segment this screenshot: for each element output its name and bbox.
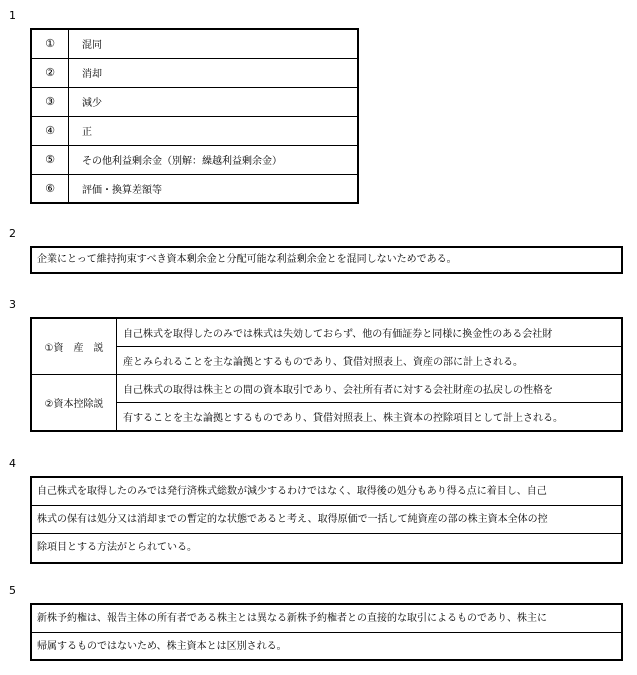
table-row	[31, 174, 358, 203]
answer-mark: ④	[31, 116, 69, 145]
answer-mark: ⑥	[31, 174, 69, 203]
answer-text: 消却	[69, 58, 359, 87]
answer-line: 株式の保有は処分又は消却までの暫定的な状態であると考え、取得原価で一括して純資産の部の株主資本全体の控	[32, 506, 621, 534]
theory-label: ①資 産 説	[31, 318, 117, 375]
answer-table-3	[30, 317, 623, 432]
answer-text: 混同	[69, 29, 359, 58]
theory-label: ②資本控除説	[31, 375, 117, 432]
table-row	[31, 318, 622, 347]
answer-mark: ②	[31, 58, 69, 87]
answer-box-2	[30, 246, 623, 274]
theory-line: 産とみられることを主な論拠とするものであり、貸借対照表上、資産の部に計上される。	[117, 347, 623, 375]
answer-mark: ③	[31, 87, 69, 116]
theory-line: 有することを主な論拠とするものであり、貸借対照表上、株主資本の控除項目として計上される。	[117, 403, 623, 432]
theory-line: 自己株式を取得したのみでは株式は失効しておらず、他の有価証券と同様に換金性のある会社財	[117, 318, 623, 347]
question-number-5: 5	[9, 584, 16, 597]
answer-line: 企業にとって維持拘束すべき資本剰余金と分配可能な利益剰余金とを混同しないためである。	[37, 254, 457, 265]
table-row	[31, 29, 358, 58]
answer-text: 正	[69, 116, 359, 145]
question-number-3: 3	[9, 298, 16, 311]
answer-line: 帰属するものではないため、株主資本とは区別される。	[37, 641, 287, 652]
answer-box-4	[30, 476, 623, 564]
theory-line: 自己株式の取得は株主との間の資本取引であり、会社所有者に対する会社財産の払戻しの性格を	[117, 375, 623, 403]
answer-line: 自己株式を取得したのみでは発行済株式総数が減少するわけではなく、取得後の処分もあり得る点に着目し、自己	[32, 478, 621, 506]
question-number-1: 1	[9, 9, 16, 22]
answer-line: 新株予約権は、報告主体の所有者である株主とは異なる新株予約権者との直接的な取引によるものであり、株主に	[32, 605, 621, 633]
table-row	[31, 375, 622, 403]
table-row	[31, 116, 358, 145]
question-number-2: 2	[9, 227, 16, 240]
answer-text: 評価・換算差額等	[82, 184, 162, 196]
answer-text: 減少	[69, 87, 359, 116]
answer-mark: ①	[31, 29, 69, 58]
question-number-4: 4	[9, 457, 16, 470]
table-row	[31, 145, 358, 174]
table-row	[31, 347, 622, 375]
answer-box-5	[30, 603, 623, 661]
table-row	[31, 58, 358, 87]
answer-text: その他利益剰余金（別解：繰越利益剰余金）	[69, 145, 359, 174]
answer-line: 除項目とする方法がとられている。	[37, 542, 197, 553]
table-row	[31, 87, 358, 116]
answer-table-1	[30, 28, 359, 204]
table-row	[31, 403, 622, 432]
answer-mark: ⑤	[31, 145, 69, 174]
